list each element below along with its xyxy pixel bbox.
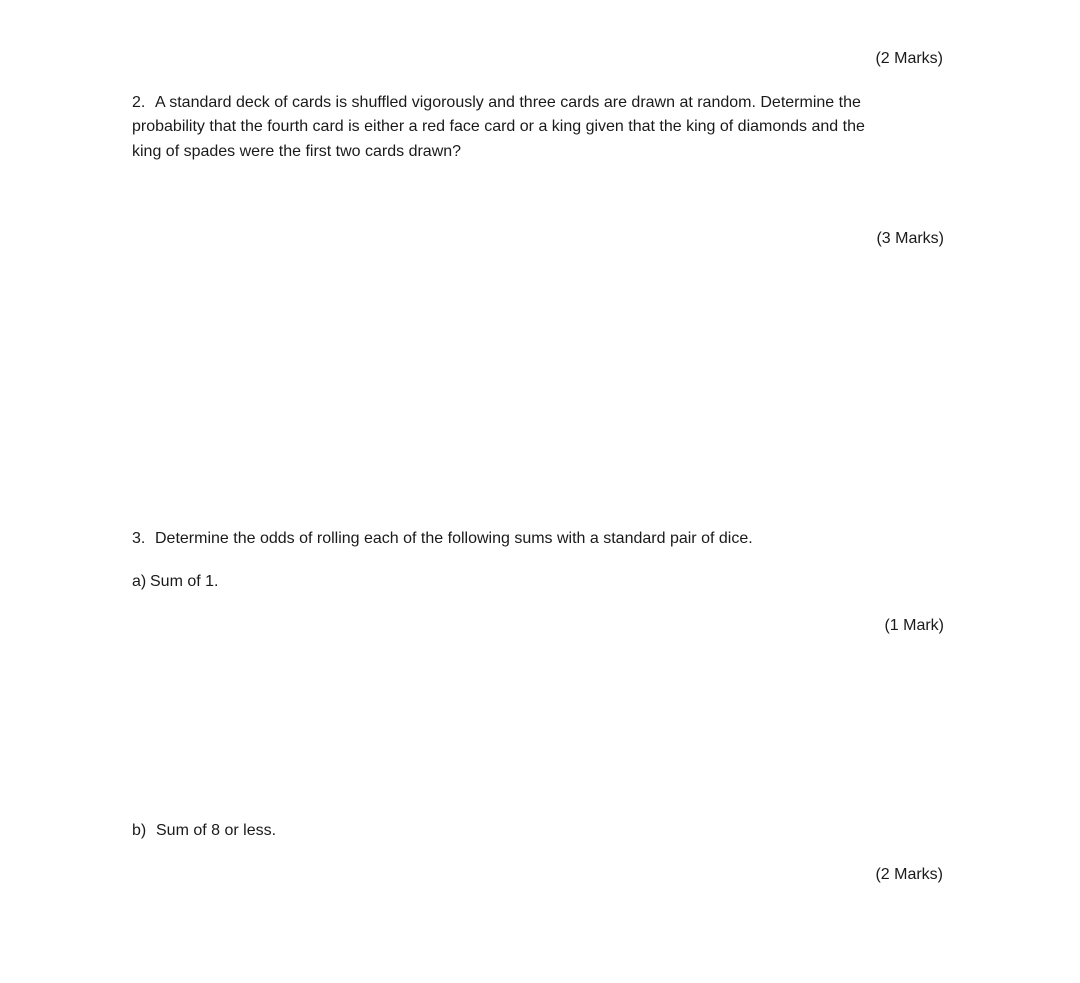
question-3b-marks: (2 Marks) (875, 866, 943, 883)
question-3-number: 3. (132, 530, 146, 547)
question-3b-text: Sum of 8 or less. (156, 822, 277, 839)
question-3a-marks: (1 Mark) (884, 617, 944, 634)
question-3a-text: Sum of 1. (150, 573, 219, 590)
question-3a-label: a) (132, 573, 147, 590)
question-2-line-1: A standard deck of cards is shuffled vigorously and three cards are drawn at random. Determine the (155, 94, 861, 111)
marks-label-previous: (2 Marks) (875, 50, 943, 67)
question-3-prompt: Determine the odds of rolling each of the following sums with a standard pair of dice. (155, 530, 753, 547)
question-3b-label: b) (132, 822, 147, 839)
question-2-marks: (3 Marks) (876, 230, 944, 247)
question-2-line-2: probability that the fourth card is either a red face card or a king given that the king of diamonds and the (132, 118, 865, 135)
question-2-line-3: king of spades were the first two cards drawn? (132, 143, 462, 160)
question-2-number: 2. (132, 94, 146, 111)
